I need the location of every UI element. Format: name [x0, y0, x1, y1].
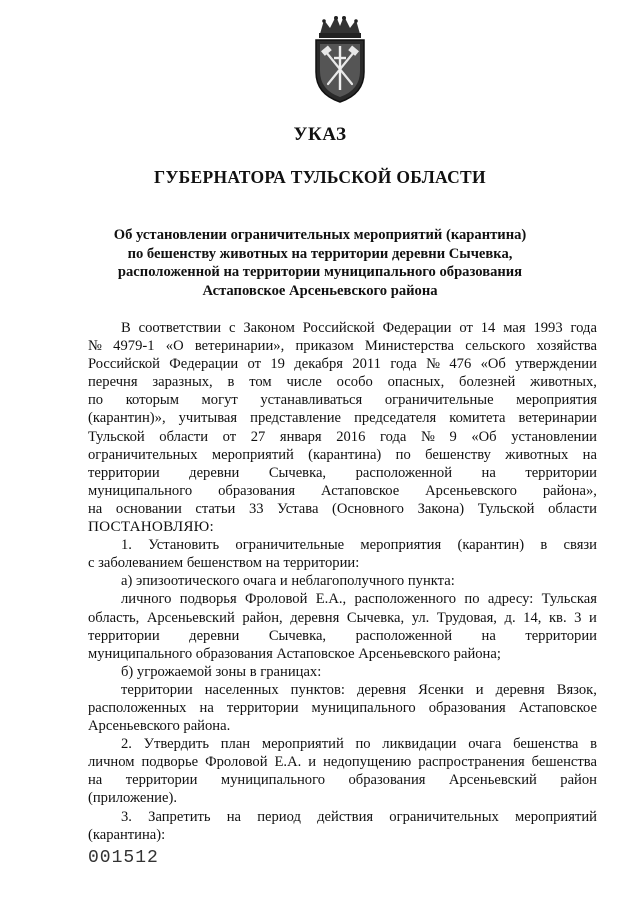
body-word: Российской [88, 356, 160, 373]
body-word: и [308, 754, 317, 771]
body-word: расположенной [355, 464, 453, 481]
body-word: район [560, 772, 597, 789]
body-word: 2011 [352, 356, 381, 373]
body-word: план [220, 736, 251, 753]
body-word: ограничительные [384, 392, 494, 409]
body-line [88, 337, 597, 355]
body-word: и [589, 609, 597, 626]
body-word: В [121, 320, 131, 336]
body-word: болезней [459, 374, 516, 391]
body-word: Сычевка, [346, 609, 405, 626]
body-word: Тульская [541, 591, 597, 608]
body-word: № [88, 338, 102, 355]
body-word: 2016 [336, 428, 366, 445]
body-word: связи [563, 537, 597, 554]
body-word: по [395, 446, 411, 463]
body-line: ПОСТАНОВЛЯЮ: [88, 518, 214, 536]
body-word: комитета [449, 410, 506, 427]
document-type-title: УКАЗ [293, 124, 347, 145]
body-line [88, 590, 597, 608]
body-word: д. [504, 609, 516, 626]
body-line [88, 391, 597, 409]
body-word: Фроловой [245, 591, 308, 608]
body-line [88, 808, 597, 826]
body-word: от [459, 320, 473, 336]
body-word: утверждении [515, 356, 597, 373]
body-word: Вязок, [556, 681, 597, 698]
body-line [88, 609, 597, 627]
body-word: председателя [354, 410, 437, 427]
decree-body-text [88, 319, 597, 844]
body-word: января [279, 428, 322, 445]
body-word: мероприятия [516, 392, 597, 409]
body-word: том [249, 374, 272, 391]
body-word: бешенства [513, 736, 579, 753]
issuer-title: ГУБЕРНАТОРА ТУЛЬСКОЙ ОБЛАСТИ [154, 167, 486, 187]
body-word: и [475, 681, 484, 698]
body-word: Трудовая, [436, 609, 497, 626]
body-line [88, 319, 597, 337]
body-word: Фроловой [205, 754, 268, 771]
body-word: мероприятия [360, 537, 442, 554]
body-word: район, [242, 609, 283, 626]
body-word: бешенству [425, 446, 491, 463]
body-word: сельского [465, 338, 526, 355]
body-word: по [88, 392, 104, 409]
subject-heading [0, 226, 640, 300]
body-word: по [464, 591, 480, 608]
body-word: Арсеньевский [448, 772, 537, 789]
body-word: (Основного [332, 500, 404, 517]
body-word: деревня [495, 681, 545, 698]
body-word: по [355, 736, 371, 753]
body-line [88, 373, 597, 391]
body-word: особо [336, 374, 373, 391]
body-word: населенных [204, 681, 279, 698]
body-word: ветеринарии», [194, 338, 285, 355]
body-word: ограничительных [88, 446, 198, 463]
body-word: территории [525, 464, 597, 481]
body-word: могут [201, 392, 238, 409]
body-word: территории [88, 464, 160, 481]
body-word: ветеринарии [518, 410, 597, 427]
body-word: адресу: [487, 591, 534, 608]
body-word: Установить [148, 537, 220, 554]
body-word: подворья [179, 591, 237, 608]
body-word: Е.А. [274, 754, 302, 771]
body-word: (карантин) [457, 537, 525, 554]
body-word: № [426, 356, 441, 373]
body-word: мероприятий [211, 446, 294, 463]
body-line: (карантина): [88, 826, 166, 843]
body-word: подворье [141, 754, 199, 771]
body-word: Тульской [477, 500, 535, 517]
body-word: 19 [270, 356, 285, 373]
body-word: территории [226, 699, 299, 716]
body-word: Астаповское [518, 699, 597, 716]
body-word: установлении [511, 428, 597, 445]
subject-line: Астаповское Арсеньевского района [202, 282, 438, 299]
body-word: Федерации [382, 320, 452, 336]
body-word: основании [115, 500, 182, 517]
body-line [88, 464, 597, 482]
body-word: территории [525, 627, 597, 644]
body-word: Арсеньевский [146, 609, 235, 626]
body-word: 3. [121, 808, 132, 825]
body-word: мероприятий [515, 808, 597, 825]
body-word: 3 [574, 609, 582, 626]
body-line [88, 699, 597, 717]
body-word: муниципального [88, 482, 193, 499]
body-word: на [582, 446, 597, 463]
body-word: 476 [449, 356, 472, 373]
body-word: 1993 [533, 320, 563, 336]
body-line [88, 500, 597, 518]
body-word: муниципального [220, 772, 326, 789]
body-word: ликвидации [382, 736, 457, 753]
body-word: ограничительные [235, 537, 345, 554]
body-word: на [88, 772, 103, 789]
body-word: 1. [121, 537, 132, 554]
body-word: область, [88, 609, 140, 626]
body-word: 9 [449, 428, 457, 445]
body-word: хозяйства [536, 338, 597, 355]
body-word: образования [218, 482, 296, 499]
body-line: (приложение). [88, 790, 177, 807]
body-line [88, 428, 597, 446]
body-word: в [540, 537, 548, 554]
body-word: (карантина) [308, 446, 382, 463]
body-word: Российской [302, 320, 375, 336]
body-word: с [228, 320, 236, 336]
body-word: деревня [290, 609, 340, 626]
body-word: области [159, 428, 209, 445]
body-word: перечня [88, 374, 138, 391]
body-word: 2. [121, 736, 132, 753]
coat-of-arms-icon [306, 14, 374, 106]
body-word: представление [250, 410, 342, 427]
body-word: действия [317, 808, 374, 825]
body-word: мая [503, 320, 526, 336]
body-word: бешенства [531, 754, 597, 771]
body-word: личном [88, 754, 135, 771]
body-word: Запретить [148, 808, 211, 825]
body-word: Утвердить [143, 736, 210, 753]
body-word: Тульской [88, 428, 145, 445]
body-line [88, 627, 597, 645]
body-line [88, 771, 597, 789]
body-line: а) эпизоотического очага и неблагополучного пункта: [121, 573, 455, 590]
body-word: «Об [480, 356, 506, 373]
body-word: территории [125, 772, 198, 789]
body-line [88, 753, 597, 771]
body-word: на [88, 500, 103, 517]
body-line: с заболеванием бешенством на территории: [88, 555, 360, 572]
body-word: территории [121, 681, 193, 698]
body-line [88, 735, 597, 753]
body-word: Ясенки [418, 681, 464, 698]
body-word: на [226, 808, 242, 825]
body-word: расположенных [88, 699, 187, 716]
body-word: животных [505, 446, 569, 463]
body-word: 33 [248, 500, 264, 517]
body-word: числе [286, 374, 322, 391]
body-line [88, 446, 597, 464]
body-word: (карантин)», [88, 410, 166, 427]
body-word: личного [121, 591, 172, 608]
subject-line: расположенной на территории муниципального образования [117, 264, 523, 281]
body-word: распространения [418, 754, 525, 771]
body-word: Е.А., [315, 591, 347, 608]
body-word: территории [88, 627, 160, 644]
body-word: ограничительных [389, 808, 499, 825]
body-word: образования [348, 772, 426, 789]
body-word: заразных, [152, 374, 213, 391]
body-word: ул. [411, 609, 430, 626]
body-word: деревня [356, 681, 407, 698]
body-word: «О [165, 338, 184, 355]
body-word: 4979-1 [113, 338, 155, 355]
body-word: Закона) [417, 500, 465, 517]
body-word: «Об [471, 428, 497, 445]
body-word: статьи [195, 500, 236, 517]
body-word: года [390, 356, 417, 373]
body-word: Устава [277, 500, 319, 517]
body-word: животных, [530, 374, 597, 391]
body-word: Федерации [169, 356, 239, 373]
document-number: 001512 [88, 848, 159, 868]
body-word: от [222, 428, 237, 445]
body-line [88, 482, 597, 500]
subject-line: по бешенству животных на территории деревни Сычевка, [127, 245, 513, 262]
body-line: Арсеньевского района. [88, 718, 231, 735]
body-word: период [257, 808, 301, 825]
body-word: года [379, 428, 407, 445]
body-word: на [481, 464, 496, 481]
body-word: пунктов: [290, 681, 345, 698]
body-word: мероприятий [261, 736, 344, 753]
body-line: муниципального образования Астаповское Арсеньевского района; [88, 645, 501, 662]
body-word: на [481, 627, 496, 644]
body-word: очага [468, 736, 502, 753]
body-word: приказом [295, 338, 354, 355]
body-word: от [247, 356, 262, 373]
body-word: Астаповское [321, 482, 400, 499]
body-word: 27 [250, 428, 266, 445]
body-word: № [420, 428, 435, 445]
body-word: Сычевка, [268, 464, 327, 481]
body-word: кв. [548, 609, 567, 626]
body-word: в [227, 374, 235, 391]
body-word: в [590, 736, 597, 753]
subject-line: Об установлении ограничительных мероприятий (карантина) [113, 227, 527, 243]
body-word: года [570, 320, 597, 336]
body-line: б) угрожаемой зоны в границах: [121, 663, 322, 680]
body-word: учитывая [178, 410, 238, 427]
body-word: 14, [523, 609, 542, 626]
body-word: устанавливаться [260, 392, 363, 409]
body-word: области [548, 500, 597, 517]
body-word: Сычевка, [268, 627, 327, 644]
body-word: Законом [243, 320, 295, 336]
body-word: 14 [480, 320, 496, 336]
body-word: района», [542, 482, 597, 499]
body-word: соответствии [138, 320, 222, 336]
body-word: декабря [294, 356, 343, 373]
body-word: деревни [189, 627, 240, 644]
body-word: муниципального [311, 699, 416, 716]
body-word: деревни [189, 464, 240, 481]
body-word: расположенной [355, 627, 453, 644]
body-line [88, 409, 597, 427]
body-word: опасных, [387, 374, 445, 391]
body-word: Арсеньевского [425, 482, 517, 499]
body-word: образования [428, 699, 506, 716]
body-word: расположенного [354, 591, 457, 608]
body-line [88, 355, 597, 373]
body-line [88, 681, 597, 699]
body-word: Министерства [364, 338, 454, 355]
body-word: которым [125, 392, 179, 409]
body-line [88, 536, 597, 554]
body-word: на [199, 699, 214, 716]
body-word: недопущению [323, 754, 412, 771]
